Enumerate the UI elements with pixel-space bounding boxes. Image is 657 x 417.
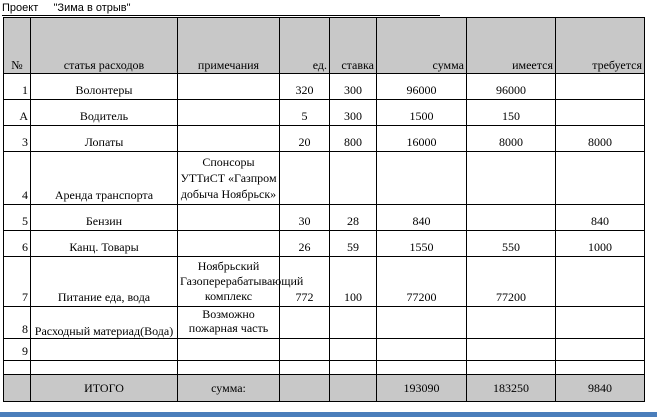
- cell-units: 772: [280, 257, 330, 307]
- cell-item: Расходный материад(Вода): [31, 307, 178, 339]
- cell-have: 96000: [467, 74, 556, 100]
- cell-sum: 96000: [377, 74, 467, 100]
- cell-have: [467, 205, 556, 231]
- cell-units: 320: [280, 74, 330, 100]
- table-row: [4, 231, 645, 257]
- total-label: ИТОГО: [31, 375, 178, 402]
- cell-rate: [330, 339, 377, 361]
- cell-item: Питание еда, вода: [31, 257, 178, 307]
- table-row: [4, 152, 645, 205]
- window-bottom-border: [0, 412, 657, 417]
- total-sum: 193090: [377, 375, 467, 402]
- cell-sum: [377, 152, 467, 205]
- cell-rate: 300: [330, 74, 377, 100]
- project-name: "Зима в отрыв": [53, 2, 131, 14]
- table-row: [4, 257, 645, 307]
- cell-item: Канц. Товары: [31, 231, 178, 257]
- cell-units: 26: [280, 231, 330, 257]
- col-header-need: требуется: [556, 18, 645, 74]
- cell-no: 8: [4, 307, 31, 339]
- cell-note: [178, 74, 280, 100]
- cell-item: [31, 339, 178, 361]
- cell-rate: 100: [330, 257, 377, 307]
- cell-sum: 16000: [377, 126, 467, 152]
- table-row: [4, 307, 645, 339]
- cell-note: Возможно пожарная часть: [178, 307, 280, 339]
- cell-need: [556, 100, 645, 126]
- cell-units: 5: [280, 100, 330, 126]
- cell-no: 5: [4, 205, 31, 231]
- cell-note: [178, 100, 280, 126]
- cell-note: Ноябрьский Газоперерабатывающий комплекс: [178, 257, 280, 307]
- cell-note: [178, 339, 280, 361]
- cell-rate: 59: [330, 231, 377, 257]
- total-row: [4, 375, 645, 402]
- col-header-sum: сумма: [377, 18, 467, 74]
- cell-sum: 1500: [377, 100, 467, 126]
- cell-item: Лопаты: [31, 126, 178, 152]
- cell-need: [556, 152, 645, 205]
- cell-need: [556, 74, 645, 100]
- col-header-units: ед.: [280, 18, 330, 74]
- total-cell-units: [280, 375, 330, 402]
- cell-sum: [377, 339, 467, 361]
- total-need: 9840: [556, 375, 645, 402]
- cell-item: Водитель: [31, 100, 178, 126]
- cell-item: Волонтеры: [31, 74, 178, 100]
- cell-need: [556, 339, 645, 361]
- col-header-no: №: [4, 18, 31, 74]
- cell-sum: [377, 307, 467, 339]
- total-cell-rate: [330, 375, 377, 402]
- empty-row: [4, 361, 645, 375]
- cell-rate: [330, 152, 377, 205]
- cell-need: 840: [556, 205, 645, 231]
- cell-no: 6: [4, 231, 31, 257]
- project-title: [2, 2, 131, 15]
- col-header-rate: ставка: [330, 18, 377, 74]
- cell-rate: 300: [330, 100, 377, 126]
- cell-need: [556, 257, 645, 307]
- cell-no: А: [4, 100, 31, 126]
- total-have: 183250: [467, 375, 556, 402]
- cell-have: 150: [467, 100, 556, 126]
- cell-have: 8000: [467, 126, 556, 152]
- cell-sum: 77200: [377, 257, 467, 307]
- budget-table: [3, 17, 645, 402]
- cell-units: [280, 339, 330, 361]
- cell-note: [178, 126, 280, 152]
- title-underline: [2, 15, 440, 16]
- cell-item: Бензин: [31, 205, 178, 231]
- table-row: [4, 74, 645, 100]
- cell-note: Спонсоры УТТиСТ «Газпром добыча Ноябрьск»: [178, 152, 280, 205]
- cell-note: [178, 231, 280, 257]
- col-header-have: имеется: [467, 18, 556, 74]
- cell-need: 1000: [556, 231, 645, 257]
- cell-rate: [330, 307, 377, 339]
- cell-sum: 840: [377, 205, 467, 231]
- total-sum-label: сумма:: [178, 375, 280, 402]
- cell-units: [280, 152, 330, 205]
- header-row: [4, 18, 645, 74]
- cell-no: 7: [4, 257, 31, 307]
- table-row: [4, 339, 645, 361]
- cell-rate: 800: [330, 126, 377, 152]
- cell-have: 77200: [467, 257, 556, 307]
- total-cell-no: [4, 375, 31, 402]
- table-row: [4, 100, 645, 126]
- cell-have: [467, 307, 556, 339]
- cell-have: 550: [467, 231, 556, 257]
- cell-no: 1: [4, 74, 31, 100]
- cell-units: 20: [280, 126, 330, 152]
- cell-no: 3: [4, 126, 31, 152]
- table-row: [4, 126, 645, 152]
- col-header-item: статья расходов: [31, 18, 178, 74]
- cell-need: [556, 307, 645, 339]
- cell-sum: 1550: [377, 231, 467, 257]
- col-header-note: примечания: [178, 18, 280, 74]
- cell-no: 4: [4, 152, 31, 205]
- cell-rate: 28: [330, 205, 377, 231]
- cell-need: 8000: [556, 126, 645, 152]
- cell-no: 9: [4, 339, 31, 361]
- cell-item: Аренда транспорта: [31, 152, 178, 205]
- cell-have: [467, 339, 556, 361]
- project-label: Проект: [2, 2, 39, 14]
- cell-units: 30: [280, 205, 330, 231]
- cell-note: [178, 205, 280, 231]
- table-row: [4, 205, 645, 231]
- cell-have: [467, 152, 556, 205]
- cell-units: [280, 307, 330, 339]
